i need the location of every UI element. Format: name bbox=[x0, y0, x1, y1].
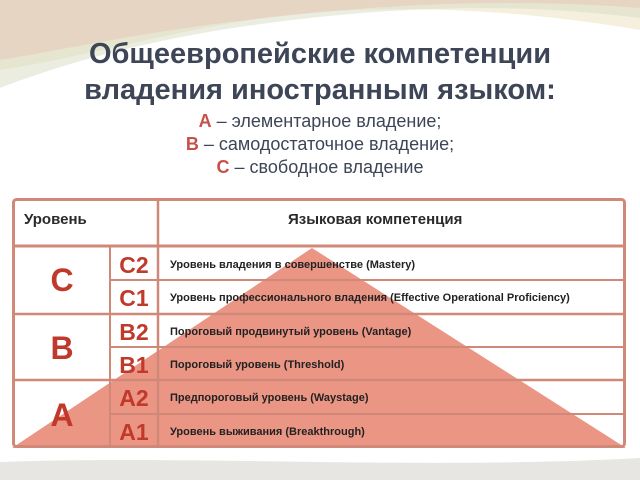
group-letter-a: A bbox=[50, 397, 74, 433]
description-c2: Уровень владения в совершенстве (Mastery) bbox=[170, 259, 416, 271]
code-b2: B2 bbox=[119, 319, 149, 345]
group-letter-c: C bbox=[50, 262, 74, 298]
code-b1: B1 bbox=[119, 352, 149, 378]
group-letter-b: B bbox=[50, 330, 74, 366]
level-legend bbox=[0, 110, 640, 179]
legend-line-c: C – свободное владение bbox=[216, 157, 424, 177]
description-b1: Пороговый уровень (Threshold) bbox=[170, 359, 345, 371]
description-a2: Предпороговый уровень (Waystage) bbox=[170, 392, 369, 404]
description-c1: Уровень профессионального владения (Effective Operational Proficiency) bbox=[170, 292, 570, 304]
code-c2: C2 bbox=[119, 252, 149, 278]
title-line-1: Общеевропейские компетенции bbox=[88, 38, 552, 70]
description-b2: Пороговый продвинутый уровень (Vantage) bbox=[170, 326, 412, 338]
header-level: Уровень bbox=[24, 211, 87, 228]
description-a1: Уровень выживания (Breakthrough) bbox=[170, 426, 365, 438]
legend-line-a: A – элементарное владение; bbox=[198, 111, 442, 131]
code-a1: A1 bbox=[119, 419, 149, 445]
code-c1: C1 bbox=[119, 285, 149, 311]
code-a2: A2 bbox=[119, 385, 149, 411]
header-competence: Языковая компетенция bbox=[288, 211, 463, 228]
title-line-2: владения иностранным языком: bbox=[84, 74, 556, 106]
legend-line-b: B – самодостаточное владение; bbox=[185, 134, 455, 154]
slide-title bbox=[0, 36, 640, 108]
